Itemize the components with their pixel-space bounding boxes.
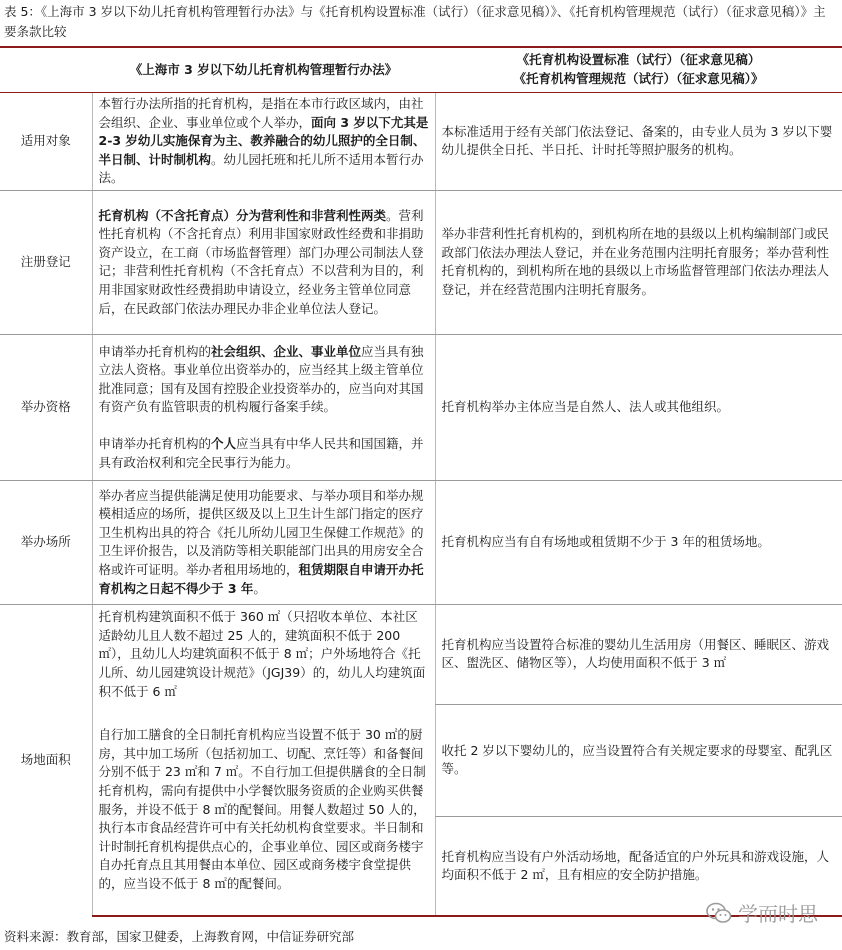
- shanghai-scope: 本暂行办法所指的托育机构，是指在本市行政区域内，由社会组织、企业、事业单位或个人举办，面向 3 岁以下尤其是 2-3 岁幼儿实施保育为主、教养融合的幼儿照护的全日制、半日制、计时制机构。幼儿园托班和托儿所不适用本暂行办法。: [92, 93, 435, 191]
- row-label-registration: 注册登记: [0, 190, 92, 334]
- row-label-scope: 适用对象: [0, 93, 92, 191]
- national-area-outdoor: 托育机构应当设有户外活动场地，配备适宜的户外玩具和游戏设施，人均面积不低于 2 ㎡，且有相应的安全防护措施。: [435, 816, 842, 916]
- header-national-line2: 《托育机构管理规范（试行）（征求意见稿）》: [513, 71, 764, 86]
- header-national-line1: 《托育机构设置标准（试行）（征求意见稿）: [516, 52, 761, 68]
- header-label-col: [0, 47, 92, 93]
- table-row-scope: [0, 93, 842, 191]
- shanghai-qualification-individual: 申请举办托育机构的个人应当具有中华人民共和国国籍，并具有政治权利和完全民事行为能力。: [98, 436, 424, 470]
- row-label-qualification: 举办资格: [0, 334, 92, 480]
- national-area-nursery: 收托 2 岁以下婴幼儿的，应当设置符合有关规定要求的母婴室、配乳区等。: [435, 704, 842, 816]
- table-row-venue: [0, 480, 842, 604]
- national-registration: 举办非营利性托育机构的，到机构所在地的县级以上机构编制部门或民政部门依法办理法人登记，并在业务范围内注明托育服务；举办营利性托育机构的，到机构所在地的县级以上市场监督管理部门依法办理法人登记，并在经营范围内注明托育服务。: [435, 190, 842, 334]
- wechat-icon: [706, 902, 732, 924]
- shanghai-qualification: [92, 334, 435, 480]
- national-qualification: 托育机构举办主体应当是自然人、法人或其他组织。: [435, 334, 842, 480]
- national-area-living: 托育机构应当设置符合标准的婴幼儿生活用房（用餐区、睡眠区、游戏区、盥洗区、储物区等），人均使用面积不低于 3 ㎡: [435, 604, 842, 704]
- table-row-area-kitchen: [0, 704, 842, 816]
- national-scope: 本标准适用于经有关部门依法登记、备案的，由专业人员为 3 岁以下婴幼儿提供全日托、半日托、计时托等照护服务的机构。: [435, 93, 842, 191]
- comparison-table: [0, 46, 842, 917]
- table-row-registration: [0, 190, 842, 334]
- table-caption: 表 5：《上海市 3 岁以下幼儿托育机构管理暂行办法》与《托育机构设置标准（试行）（征求意见稿）》、《托育机构管理规范（试行）（征求意见稿）》主要条款比较: [4, 4, 826, 39]
- source-note: 资料来源：教育部，国家卫健委，上海教育网，中信证券研究部: [4, 929, 355, 944]
- shanghai-area-kitchen: 自行加工膳食的全日制托育机构应当设置不低于 30 ㎡的厨房，其中加工场所（包括初加工、切配、烹饪等）和备餐间分别不低于 23 ㎡和 7 ㎡。不自行加工但提供膳食的全日制托育机构，需向有提供中小学餐饮服务资质的企业购买供餐服务，并设不低于 8 ㎡的配餐间。用餐人数超过 50 人的，执行本市食品经营许可中有关托幼机构食堂要求。半日制和计时制托育机构提供点心的，企事业单位、园区或商务楼宇自办托育点且其用餐由本单位、园区或商务楼宇食堂提供的，应当设不低于 8 ㎡的配餐间。: [92, 704, 435, 916]
- table-row-area: [0, 604, 842, 704]
- watermark-text: 学而时思: [738, 902, 818, 926]
- watermark: [706, 898, 818, 927]
- row-label-venue: 举办场所: [0, 480, 92, 604]
- row-label-area: 场地面积: [20, 752, 71, 768]
- header-row: [0, 47, 842, 93]
- table-row-qualification: [0, 334, 842, 480]
- header-shanghai: 《上海市 3 岁以下幼儿托育机构管理暂行办法》: [92, 47, 435, 93]
- shanghai-venue: 举办者应当提供能满足使用功能要求、与举办项目和举办规模相适应的场所，提供区级及以上卫生计生部门指定的医疗卫生机构出具的符合《托儿所幼儿园卫生保健工作规范》的卫生评价报告，以及消防等相关职能部门出具的用房安全合格或许可证明。举办者租用场地的，租赁期限自申请开办托育机构之日起不得少于 3 年。: [92, 480, 435, 604]
- header-national: [435, 47, 842, 93]
- shanghai-area-building: 托育机构建筑面积不低于 360 ㎡（只招收本单位、本社区适龄幼儿且人数不超过 25 人的，建筑面积不低于 200 ㎡），且幼儿人均建筑面积不低于 8 ㎡；户外场地符合《托儿所、幼儿园建筑设计规范》（JGJ39）的，幼儿人均建筑面积不低于 6 ㎡: [92, 604, 435, 704]
- shanghai-registration: 托育机构（不含托育点）分为营利性和非营利性两类。营利性托育机构（不含托育点）利用非国家财政性经费和非捐助资产设立，在工商（市场监督管理）部门办理公司制法人登记；非营利性托育机构（不含托育点）不以营利为目的，利用非国家财政性经费捐助申请设立，经业务主管单位同意后，在民政部门依法办理民办非企业单位法人登记。: [92, 190, 435, 334]
- shanghai-qualification-org: 申请举办托育机构的社会组织、企业、事业单位应当具有独立法人资格。事业单位出资举办的，应当经其上级主管单位批准同意；国有及国有控股企业投资举办的，应当向对其国有资产负有监管职责的机构履行备案手续。: [98, 343, 424, 415]
- national-venue: 托育机构应当有自有场地或租赁期不少于 3 年的租赁场地。: [435, 480, 842, 604]
